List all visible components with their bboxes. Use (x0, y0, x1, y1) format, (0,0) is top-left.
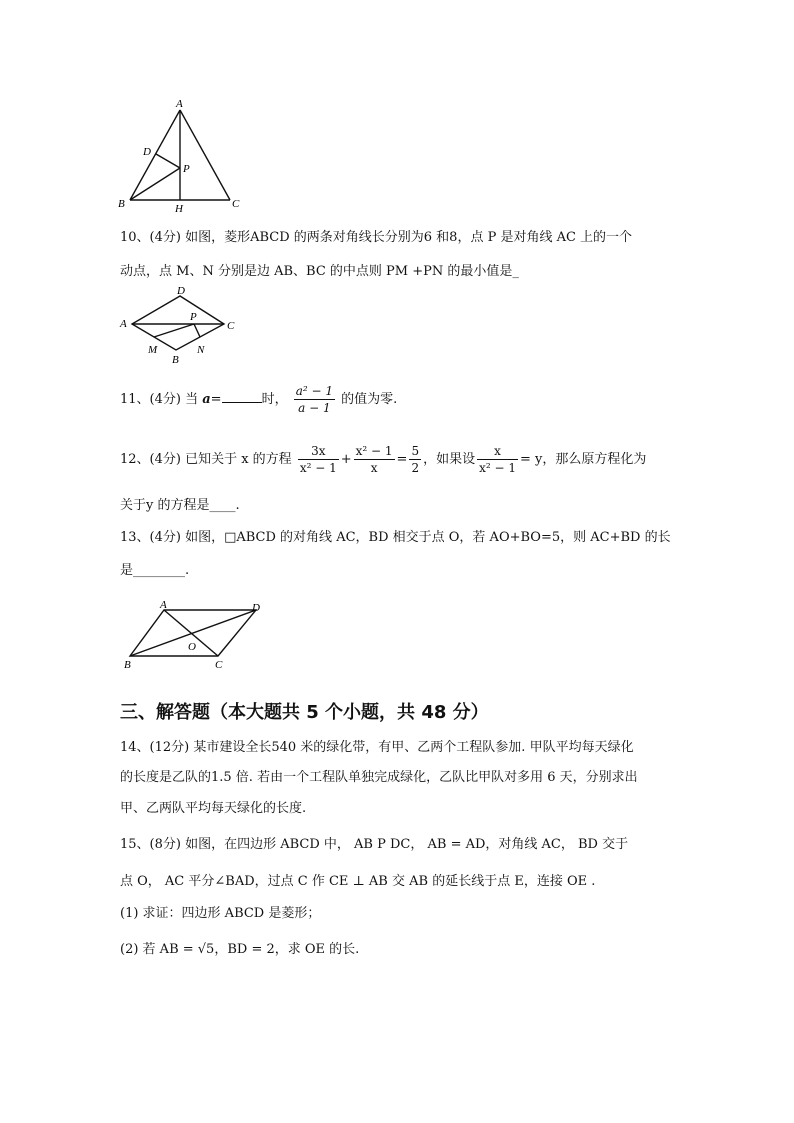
q12-fraction-3 (409, 443, 421, 476)
q12-f2-denominator: x (370, 461, 378, 475)
question-15-part-2: (2) 若 AB = √5，BD = 2，求 OE 的长. (120, 942, 360, 957)
q11-numerator: a² − 1 (295, 384, 334, 398)
label-d: D (143, 146, 151, 158)
section-3-heading: 三、解答题（本大题共 5 个小题，共 48 分） (120, 702, 489, 723)
side-ac (180, 110, 230, 200)
question-13-line-1: 13、(4分) 如图，□ABCD 的对角线 AC，BD 相交于点 O，若 AO+BO=5，则 AC+BD 的长 (120, 530, 671, 545)
q11-denominator: a − 1 (298, 401, 331, 415)
question-10-line-1: 10、(4分) 如图，菱形ABCD 的两条对角线长分别为6 和8，点 P 是对角线 AC 上的一个 (120, 230, 633, 245)
segment-bp (130, 168, 180, 200)
q12-fraction-4 (477, 443, 518, 476)
q12-f1-numerator: 3x (298, 443, 339, 460)
label-h: H (175, 203, 183, 215)
triangle-figure (112, 96, 252, 218)
label-c: C (232, 198, 240, 210)
label-p: P (190, 311, 197, 323)
question-14-line-2: 的长度是乙队的1.5 倍. 若由一个工程队单独完成绿化，乙队比甲队对多用 6 天，分别求出 (120, 770, 638, 785)
label-a: A (176, 98, 183, 110)
q12-f3-numerator: 5 (411, 444, 420, 458)
label-d: D (252, 602, 260, 614)
label-b: B (118, 198, 125, 210)
q11-var: a (202, 392, 211, 407)
q11-eq: = (210, 392, 222, 407)
label-n: N (197, 344, 205, 356)
segment-mp (154, 324, 194, 337)
question-14-line-1: 14、(12分) 某市建设全长540 米的绿化带，有甲、乙两个工程队参加. 甲队平均每天绿化 (120, 740, 634, 755)
q12-plus: + (340, 452, 352, 467)
label-b: B (124, 659, 131, 671)
question-13-line-2: 是________. (120, 563, 190, 578)
side-ab (130, 110, 180, 200)
segment-pn (194, 324, 200, 337)
q12-f1-denominator: x² − 1 (299, 461, 337, 475)
segment-dp (156, 154, 180, 168)
q12-fraction-2 (354, 443, 395, 476)
q12-fraction-1 (298, 443, 339, 476)
q11-suffix: 的值为零. (341, 392, 398, 407)
question-10-line-2: 动点，点 M、N 分别是边 AB、BC 的中点则 PM +PN 的最小值是_ (120, 264, 519, 279)
q12-mid: ，如果设 (423, 452, 476, 467)
label-o: O (188, 641, 196, 653)
question-12-line-2: 关于y 的方程是____. (120, 498, 240, 513)
rhombus-outline (132, 296, 224, 350)
q11-prefix: 11、(4分) 当 (120, 392, 199, 407)
q12-f4-numerator: x (477, 443, 518, 460)
question-15-line-2: 点 O， AC 平分∠BAD，过点 C 作 CE ⊥ AB 交 AB 的延长线于点 E，连接 OE . (120, 874, 596, 889)
label-c: C (215, 659, 223, 671)
rhombus-figure (112, 284, 244, 366)
label-a: A (120, 318, 127, 330)
q12-f4-denominator: x² − 1 (479, 461, 517, 475)
q11-mid: 时， (261, 392, 288, 407)
q12-f3-denominator: 2 (411, 461, 420, 475)
q11-fraction (294, 383, 335, 416)
question-11 (120, 381, 397, 419)
label-b: B (172, 354, 179, 366)
label-p: P (183, 163, 190, 175)
label-m: M (148, 344, 158, 356)
q12-equals: = (396, 452, 408, 467)
label-d: D (177, 285, 185, 297)
q11-blank (222, 390, 262, 403)
question-14-line-3: 甲、乙两队平均每天绿化的长度. (120, 801, 307, 816)
question-12-line-1 (120, 441, 646, 479)
question-15-line-1: 15、(8分) 如图，在四边形 ABCD 中， AB P DC， AB = AD，对角线 AC， BD 交于 (120, 837, 629, 852)
question-15-part-1: (1) 求证：四边形 ABCD 是菱形； (120, 906, 321, 921)
q12-f2-numerator: x² − 1 (355, 444, 393, 458)
q12-prefix: 12、(4分) 已知关于 x 的方程 (120, 452, 292, 467)
q12-tail: = y，那么原方程化为 (520, 452, 647, 467)
label-a: A (160, 599, 167, 611)
parallelogram-figure (118, 598, 270, 676)
label-c: C (227, 320, 235, 332)
